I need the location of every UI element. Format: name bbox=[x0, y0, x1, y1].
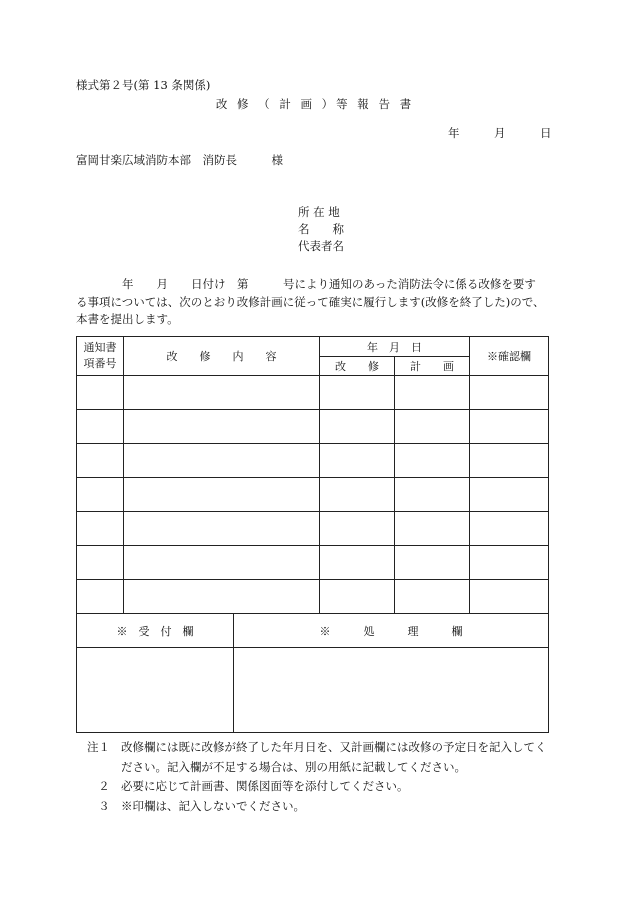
note-3 bbox=[87, 797, 562, 817]
note-text: 必要に応じて計画書、関係図面等を添付してください。 bbox=[121, 779, 409, 793]
reception-header: ※ 受 付 欄 bbox=[77, 614, 234, 648]
repair-details-cell[interactable] bbox=[124, 376, 320, 410]
plan-date-cell[interactable] bbox=[395, 478, 470, 512]
header-confirmation: ※確認欄 bbox=[470, 337, 549, 376]
confirmation-cell bbox=[470, 478, 549, 512]
confirmation-cell bbox=[470, 512, 549, 546]
confirmation-cell bbox=[470, 546, 549, 580]
note-2 bbox=[87, 777, 562, 797]
repair-date-cell[interactable] bbox=[320, 376, 395, 410]
notice-number-cell[interactable] bbox=[77, 512, 124, 546]
reception-cell bbox=[77, 648, 234, 733]
repair-date-cell[interactable] bbox=[320, 580, 395, 614]
repair-details-cell[interactable] bbox=[124, 478, 320, 512]
notice-number-cell[interactable] bbox=[77, 478, 124, 512]
notes bbox=[87, 738, 562, 816]
form-number: 様式第２号(第 13 条関係) bbox=[76, 78, 211, 92]
repair-table bbox=[76, 336, 549, 733]
address-label: 所 在 地 bbox=[298, 205, 340, 219]
repair-date-cell[interactable] bbox=[320, 478, 395, 512]
note-number: ３ bbox=[98, 798, 110, 813]
plan-date-cell[interactable] bbox=[395, 376, 470, 410]
repair-date-cell[interactable] bbox=[320, 410, 395, 444]
representative-label: 代表者名 bbox=[298, 239, 344, 253]
notice-number-cell[interactable] bbox=[77, 444, 124, 478]
header-repair-date: 改 修 bbox=[320, 357, 395, 376]
note-1-continued bbox=[87, 758, 562, 778]
plan-date-cell[interactable] bbox=[395, 444, 470, 478]
note-number: ２ bbox=[98, 779, 110, 793]
header-notice-number bbox=[77, 337, 124, 376]
applicant-block bbox=[298, 206, 344, 257]
body-line: 年 月 日付け 第 号により通知のあった消防法令に係る改修を要す bbox=[76, 277, 536, 291]
header-date-group: 年 月 日 bbox=[320, 337, 470, 357]
plan-date-cell[interactable] bbox=[395, 512, 470, 546]
confirmation-cell bbox=[470, 410, 549, 444]
confirmation-cell bbox=[470, 580, 549, 614]
plan-date-cell[interactable] bbox=[395, 410, 470, 444]
plan-date-cell[interactable] bbox=[395, 580, 470, 614]
note-text: ※印欄は、記入しないでください。 bbox=[121, 798, 305, 813]
body-line: 本書を提出します。 bbox=[76, 312, 179, 326]
notice-number-cell[interactable] bbox=[77, 546, 124, 580]
confirmation-cell bbox=[470, 376, 549, 410]
repair-date-cell[interactable] bbox=[320, 444, 395, 478]
header-repair-details: 改 修 内 容 bbox=[124, 337, 320, 376]
repair-details-cell[interactable] bbox=[124, 546, 320, 580]
repair-details-cell[interactable] bbox=[124, 410, 320, 444]
name-label: 名 称 bbox=[298, 222, 344, 236]
plan-date-cell[interactable] bbox=[395, 546, 470, 580]
processing-cell bbox=[234, 648, 549, 733]
document-title: 改 修 （ 計 画 ）等 報 告 書 bbox=[215, 97, 415, 111]
addressee: 富岡甘楽広域消防本部 消防長 様 bbox=[76, 153, 283, 167]
repair-details-cell[interactable] bbox=[124, 580, 320, 614]
repair-date-cell[interactable] bbox=[320, 512, 395, 546]
confirmation-cell bbox=[470, 444, 549, 478]
body-line: る事項については、次のとおり改修計画に従って確実に履行します(改修を終了した)ので、 bbox=[76, 294, 545, 309]
notice-number-cell[interactable] bbox=[77, 410, 124, 444]
repair-details-cell[interactable] bbox=[124, 444, 320, 478]
processing-header: ※ 処 理 欄 bbox=[234, 614, 549, 648]
notice-number-cell[interactable] bbox=[77, 376, 124, 410]
note-text: 改修欄には既に改修が終了した年月日を、又計画欄には改修の予定日を記入してく bbox=[121, 740, 547, 754]
header-notice-number-text: 通知書項番号 bbox=[83, 341, 117, 370]
note-text: ださい。記入欄が不足する場合は、別の用紙に記載してください。 bbox=[121, 759, 466, 774]
repair-date-cell[interactable] bbox=[320, 546, 395, 580]
repair-details-cell[interactable] bbox=[124, 512, 320, 546]
note-1 bbox=[87, 738, 562, 758]
note-number: 注１ bbox=[87, 740, 110, 754]
header-plan-date: 計 画 bbox=[395, 357, 470, 376]
date-line: 年 月 日 bbox=[448, 126, 552, 140]
notice-number-cell[interactable] bbox=[77, 580, 124, 614]
body-paragraph bbox=[76, 276, 556, 329]
